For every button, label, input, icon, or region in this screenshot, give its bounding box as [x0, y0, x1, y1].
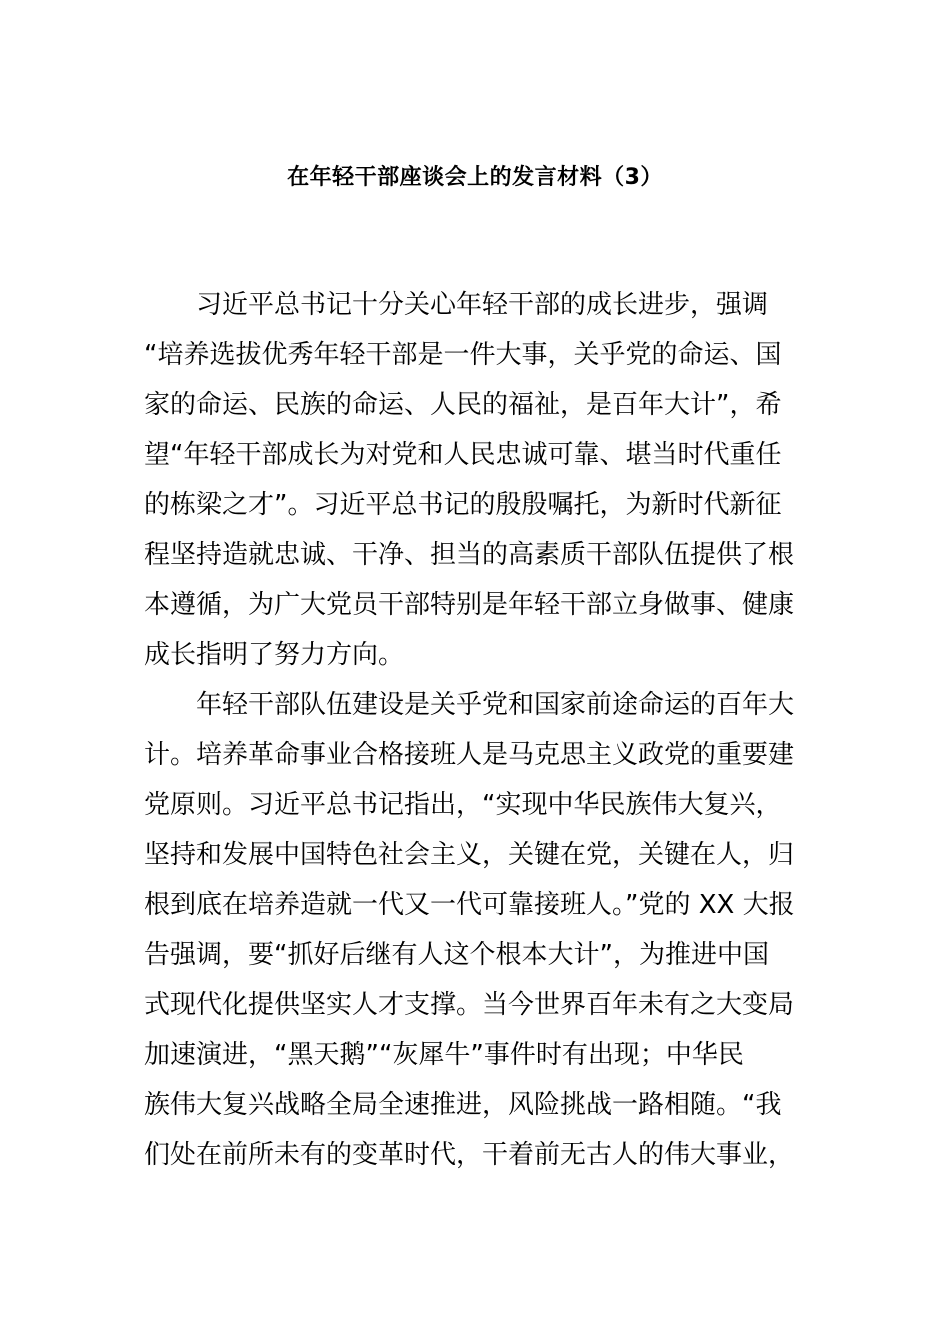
paragraph-1-line-8: 成长指明了努力方向。 [144, 640, 405, 670]
paragraph-1-line-5: 的栋梁之才”。习近平总书记的殷殷嘱托，为新时代新征 [144, 490, 782, 520]
paragraph-2-line-9: 族伟大复兴战略全局全速推进，风险挑战一路相随。“我 [144, 1090, 782, 1120]
paragraph-2-line-5: 根到底在培养造就一代又一代可靠接班人。”党的 XX 大报 [144, 890, 795, 920]
paragraph-2-line-2: 计。培养革命事业合格接班人是马克思主义政党的重要建 [144, 740, 795, 770]
paragraph-1-line-2: “培养选拔优秀年轻干部是一件大事，关乎党的命运、国 [144, 340, 782, 370]
paragraph-1-line-1: 习近平总书记十分关心年轻干部的成长进步，强调 [196, 290, 769, 320]
paragraph-2-line-1: 年轻干部队伍建设是关乎党和国家前途命运的百年大 [196, 690, 795, 720]
paragraph-1-line-3: 家的命运、民族的命运、人民的福祉，是百年大计”，希 [144, 390, 782, 420]
paragraph-1-line-7: 本遵循，为广大党员干部特别是年轻干部立身做事、健康 [144, 590, 795, 620]
paragraph-1-line-6: 程坚持造就忠诚、干净、担当的高素质干部队伍提供了根 [144, 540, 795, 570]
document-body [144, 280, 808, 1180]
paragraph-2-line-8: 加速演进，“黑天鹅”“灰犀牛”事件时有出现；中华民 [144, 1040, 744, 1070]
document-title: 在年轻干部座谈会上的发言材料（3） [287, 165, 663, 190]
paragraph-2-line-10: 们处在前所未有的变革时代，干着前无古人的伟大事业， [144, 1140, 795, 1170]
paragraph-2-line-4: 坚持和发展中国特色社会主义，关键在党，关键在人，归 [144, 840, 795, 870]
paragraph-2-line-6: 告强调，要“抓好后继有人这个根本大计”，为推进中国 [144, 940, 769, 970]
paragraph-2-line-7: 式现代化提供坚实人才支撑。当今世界百年未有之大变局 [144, 990, 795, 1020]
paragraph-1-line-4: 望“年轻干部成长为对党和人民忠诚可靠、堪当时代重任 [144, 440, 782, 470]
paragraph-2-line-3: 党原则。习近平总书记指出，“实现中华民族伟大复兴， [144, 790, 782, 820]
